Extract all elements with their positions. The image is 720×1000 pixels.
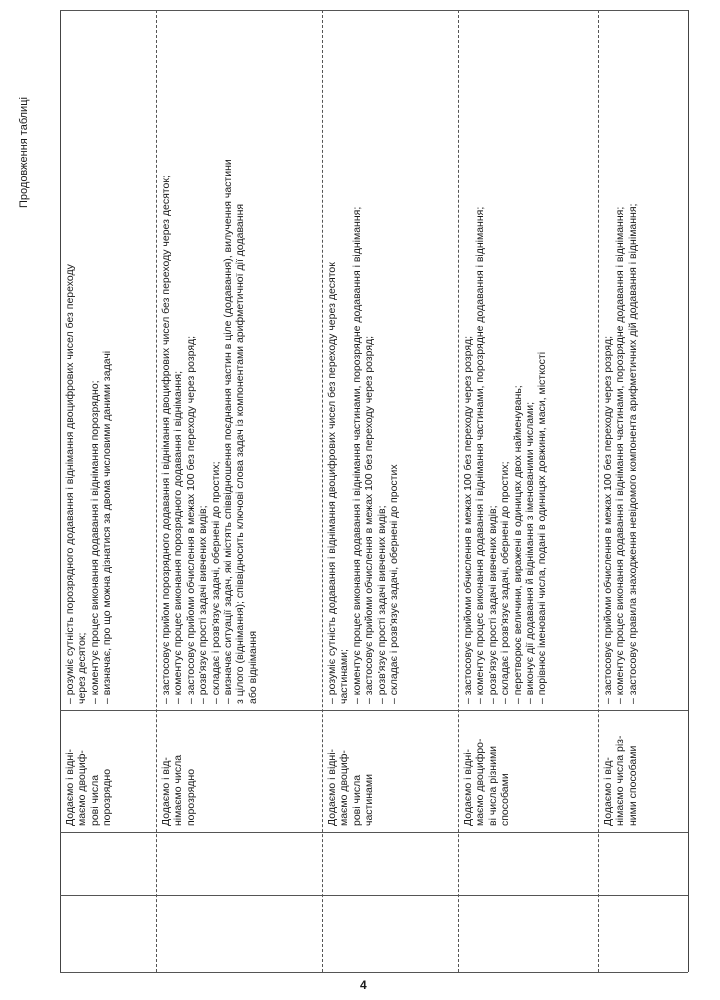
text-line: з цілого (віднімання); співвідносить ключові слова задач із компонентами арифметичної дії додавання bbox=[234, 203, 247, 704]
learning-results-cell-text bbox=[598, 10, 643, 710]
text-line: – коментує процес виконання додавання і віднімання частинами, порозрядне додавання і віднімання; bbox=[350, 206, 363, 704]
topic-cell-text bbox=[60, 710, 118, 832]
text-line: німаємо числа bbox=[172, 754, 185, 826]
topic-cell bbox=[458, 710, 598, 832]
topic-cell-text bbox=[322, 710, 380, 832]
text-line: – застосовує прийоми обчислення в межах 100 без переходу через розряд; bbox=[602, 335, 614, 704]
row-separator bbox=[688, 10, 689, 972]
text-line: – застосовує правила знаходження невідомого компонента арифметичних дій додавання і віднімання; bbox=[626, 203, 639, 704]
text-line: – визначає, про що можна дізнатися за двома числовими даними задачі bbox=[101, 350, 114, 704]
text-line: ними способами bbox=[626, 745, 639, 826]
text-line: Додаємо і від- bbox=[160, 757, 172, 826]
text-line: маємо двоциф- bbox=[76, 750, 89, 826]
column-separator bbox=[60, 832, 688, 833]
learning-results-cell bbox=[598, 10, 688, 710]
learning-results-cell-text bbox=[60, 10, 118, 710]
learning-results-cell bbox=[322, 10, 458, 710]
text-line: або віднімання bbox=[246, 630, 259, 704]
text-line: рові числа bbox=[88, 774, 101, 826]
text-line: – визначає ситуації задач, які містять співвідношення поєднання частин в ціле (додавання), вилучення частини bbox=[222, 159, 235, 704]
text-line: – застосовує прийоми обчислення в межах 100 без переходу через розряд; bbox=[363, 335, 376, 704]
text-line: – коментує процес виконання додавання і віднімання частинами, порозрядне додавання і віднімання; bbox=[474, 206, 487, 704]
text-line: Додаємо і від- bbox=[602, 757, 614, 826]
text-line: порозрядно bbox=[101, 768, 114, 826]
text-line: ві числа різними bbox=[486, 745, 499, 826]
text-line: – застосовує прийоми обчислення в межах 100 без переходу через розряд; bbox=[184, 335, 197, 704]
text-line: частинами; bbox=[338, 649, 351, 704]
text-line: – складає і розв'язує задачі, обернені до простих; bbox=[499, 461, 512, 704]
learning-results-cell-text bbox=[458, 10, 553, 710]
topic-cell-text bbox=[458, 710, 516, 832]
learning-results-cell-text bbox=[322, 10, 404, 710]
learning-results-cell bbox=[60, 10, 156, 710]
text-line: частинами bbox=[363, 774, 376, 826]
text-line: – складає і розв'язує задачі, обернені до простих bbox=[388, 464, 401, 704]
text-line: – розуміє сутність порозрядного додавання і віднімання двоцифрових чисел без переходу bbox=[64, 264, 76, 704]
text-line: способами bbox=[499, 773, 512, 826]
learning-results-cell bbox=[458, 10, 598, 710]
text-line: рові числа bbox=[350, 774, 363, 826]
text-line: – виконує дії додавання й віднімання з іменованими числами; bbox=[524, 401, 537, 704]
text-line: маємо двоцифро- bbox=[474, 738, 487, 826]
column-separator bbox=[60, 895, 688, 896]
topic-cell-text bbox=[598, 710, 643, 832]
text-line: – розв'язує прості задачі вивчених видів; bbox=[375, 505, 388, 704]
continuation-label-text: Продовження таблиці bbox=[18, 97, 30, 208]
text-line: – розв'язує прості задачі вивчених видів; bbox=[486, 505, 499, 704]
text-line: через десяток; bbox=[76, 632, 89, 704]
text-line: маємо двоциф- bbox=[338, 750, 351, 826]
topic-cell bbox=[156, 710, 322, 832]
text-line: – перетворює величини, виражені в одиницях двох найменувань; bbox=[511, 385, 524, 704]
topic-cell bbox=[322, 710, 458, 832]
text-line: – застосовує прийоми обчислення в межах 100 без переходу через розряд; bbox=[462, 335, 474, 704]
text-line: порозрядно bbox=[184, 768, 197, 826]
topic-cell bbox=[60, 710, 156, 832]
text-line: – розуміє сутність додавання і віднімання двоцифрових чисел без переходу через десяток bbox=[326, 262, 338, 704]
text-line: – розв'язує прості задачі вивчених видів; bbox=[197, 505, 210, 704]
text-line: – коментує процес виконання додавання і віднімання порозрядно; bbox=[88, 380, 101, 704]
text-line: – коментує процес виконання порозрядного додавання і віднімання; bbox=[172, 370, 185, 704]
learning-results-cell bbox=[156, 10, 322, 710]
text-line: – порівнює іменовані числа, подані в одиницях довжини, маси, місткості bbox=[536, 351, 549, 704]
column-separator bbox=[60, 972, 688, 973]
text-line: Додаємо і відні- bbox=[64, 748, 76, 826]
text-line: Додаємо і відні- bbox=[462, 748, 474, 826]
text-line: – застосовує прийом порозрядного додавання і віднімання двоцифрових чисел без переходу через десяток; bbox=[160, 175, 172, 704]
learning-results-cell-text bbox=[156, 10, 263, 710]
text-line: німаємо числа різ- bbox=[614, 735, 627, 826]
text-line: Додаємо і відні- bbox=[326, 748, 338, 826]
topic-cell bbox=[598, 710, 688, 832]
text-line: – складає і розв'язує задачі, обернені до простих; bbox=[209, 461, 222, 704]
text-line: – коментує процес виконання додавання і віднімання частинами, порозрядне додавання і віднімання; bbox=[614, 206, 627, 704]
page-number: 4 bbox=[360, 978, 367, 992]
topic-cell-text bbox=[156, 710, 201, 832]
